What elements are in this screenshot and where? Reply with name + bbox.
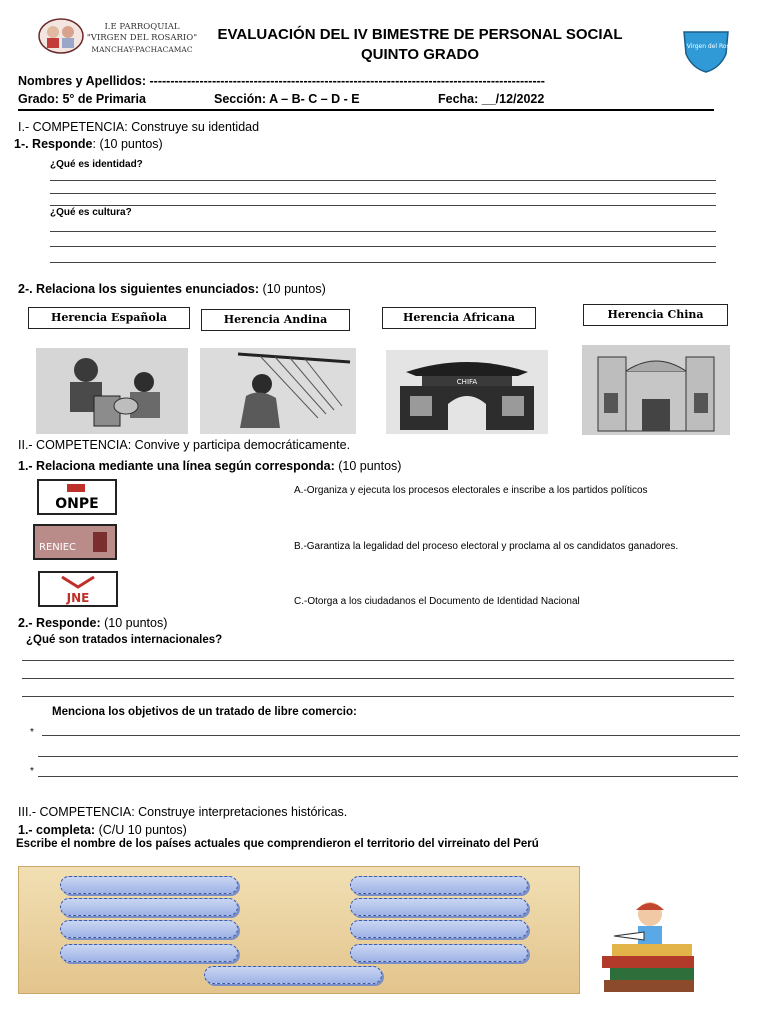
section1-q1-label: 1-. Responde	[14, 137, 93, 151]
onpe-text: ONPE	[55, 496, 99, 512]
answer-box-7[interactable]	[350, 920, 528, 938]
option-c: C.-Otorga a los ciudadanos el Documento de Identidad Nacional	[294, 596, 580, 607]
answer-line[interactable]	[42, 735, 740, 736]
question-tratados: ¿Qué son tratados internacionales?	[26, 634, 223, 646]
answer-box-9[interactable]	[204, 966, 382, 984]
section2-q2	[18, 616, 167, 630]
onpe-logo	[37, 479, 117, 515]
answer-line[interactable]	[22, 696, 734, 697]
answer-line[interactable]	[50, 262, 716, 263]
section2-q2-label: 2.- Responde:	[18, 616, 101, 630]
herencia-andina-box: Herencia Andina	[201, 309, 350, 331]
jne-logo	[38, 571, 118, 607]
reniec-text: RENIEC	[39, 542, 76, 553]
answer-line[interactable]	[50, 231, 716, 232]
section1-title: I.- COMPETENCIA: Construye su identidad	[18, 120, 260, 134]
question-cultura: ¿Qué es cultura?	[50, 207, 132, 218]
section1-q2-points: (10 puntos)	[262, 282, 326, 296]
answer-box-5[interactable]	[350, 876, 528, 894]
school-logo	[38, 18, 84, 54]
page-subtitle: QUINTO GRADO	[360, 46, 480, 63]
question-objetivos: Menciona los objetivos de un tratado de libre comercio:	[52, 706, 357, 718]
option-a: A.-Organiza y ejecuta los procesos electorales e inscribe a los partidos políticos	[294, 485, 648, 496]
page-title: EVALUACIÓN DEL IV BIMESTRE DE PERSONAL SOCIAL	[217, 26, 623, 43]
answer-box-8[interactable]	[350, 944, 528, 962]
section3-instruction: Escribe el nombre de los países actuales que comprendieron el territorio del virreinato del Perú	[16, 838, 539, 850]
herencia-africana-box: Herencia Africana	[382, 307, 536, 329]
school-line-2: "VIRGEN DEL ROSARIO"	[86, 33, 198, 43]
reniec-logo	[33, 524, 117, 560]
section3-title: III.- COMPETENCIA: Construye interpretaciones históricas.	[18, 805, 348, 819]
section2-q2-points: (10 puntos)	[104, 616, 168, 630]
bullet-2: *	[30, 766, 34, 777]
answer-line[interactable]	[38, 776, 738, 777]
herencia-espanola-box: Herencia Española	[28, 307, 190, 329]
section1-q2-label: 2-. Relaciona los siguientes enunciados:	[18, 282, 260, 296]
section1-q1	[14, 137, 163, 151]
answer-line[interactable]	[50, 180, 716, 181]
bullet-1: *	[30, 727, 34, 738]
option-b: B.-Garantiza la legalidad del proceso electoral y proclama al os candidatos ganadores.	[294, 541, 679, 552]
section2-q1-label: 1.- Relaciona mediante una línea según corresponda:	[18, 459, 335, 473]
question-identidad: ¿Qué es identidad?	[50, 159, 143, 170]
school-line-3: MANCHAY-PACHACAMAC	[91, 45, 193, 54]
school-line-1: I.E PARROQUIAL	[104, 22, 180, 32]
answer-box-1[interactable]	[60, 876, 238, 894]
answer-box-2[interactable]	[60, 898, 238, 916]
names-field[interactable]: Nombres y Apellidos: -----------------------------------------------------------------------------------------------	[18, 74, 545, 88]
answer-box-4[interactable]	[60, 944, 238, 962]
chifa-sign: CHIFA	[456, 378, 478, 386]
section1-q1-points: : (10 puntos)	[92, 137, 163, 151]
answer-box-6[interactable]	[350, 898, 528, 916]
section2-title: II.- COMPETENCIA: Convive y participa democráticamente.	[18, 438, 351, 452]
section3-q1-points: (C/U 10 puntos)	[98, 823, 187, 837]
colonial-church-image	[582, 345, 730, 435]
section2-q1	[18, 459, 401, 473]
answer-line[interactable]	[50, 246, 716, 247]
section3-q1	[18, 823, 187, 837]
answer-box-3[interactable]	[60, 920, 238, 938]
school-name	[86, 22, 198, 55]
chifa-building-image	[386, 350, 548, 434]
answer-line[interactable]	[50, 193, 716, 194]
cajon-players-image	[36, 348, 188, 434]
answer-line[interactable]	[22, 678, 734, 679]
herencia-china-box: Herencia China	[583, 304, 728, 326]
shield-text: I.E.P. Virgen del Rosario	[670, 43, 742, 50]
section3-q1-label: 1.- completa:	[18, 823, 96, 837]
section1-q2	[18, 282, 326, 296]
jne-text: JNE	[66, 591, 90, 605]
answer-line[interactable]	[38, 756, 738, 757]
answer-line[interactable]	[22, 660, 734, 661]
header-divider	[18, 109, 714, 111]
date-field[interactable]: Fecha: __/12/2022	[438, 92, 545, 106]
shield-logo	[670, 28, 742, 74]
answer-line[interactable]	[50, 205, 716, 206]
girl-with-books-illustration	[584, 896, 714, 996]
section-field: Sección: A – B- C – D - E	[214, 92, 360, 106]
grade-field: Grado: 5° de Primaria	[18, 92, 146, 106]
andean-weaver-image	[200, 348, 356, 434]
section2-q1-points: (10 puntos)	[338, 459, 402, 473]
